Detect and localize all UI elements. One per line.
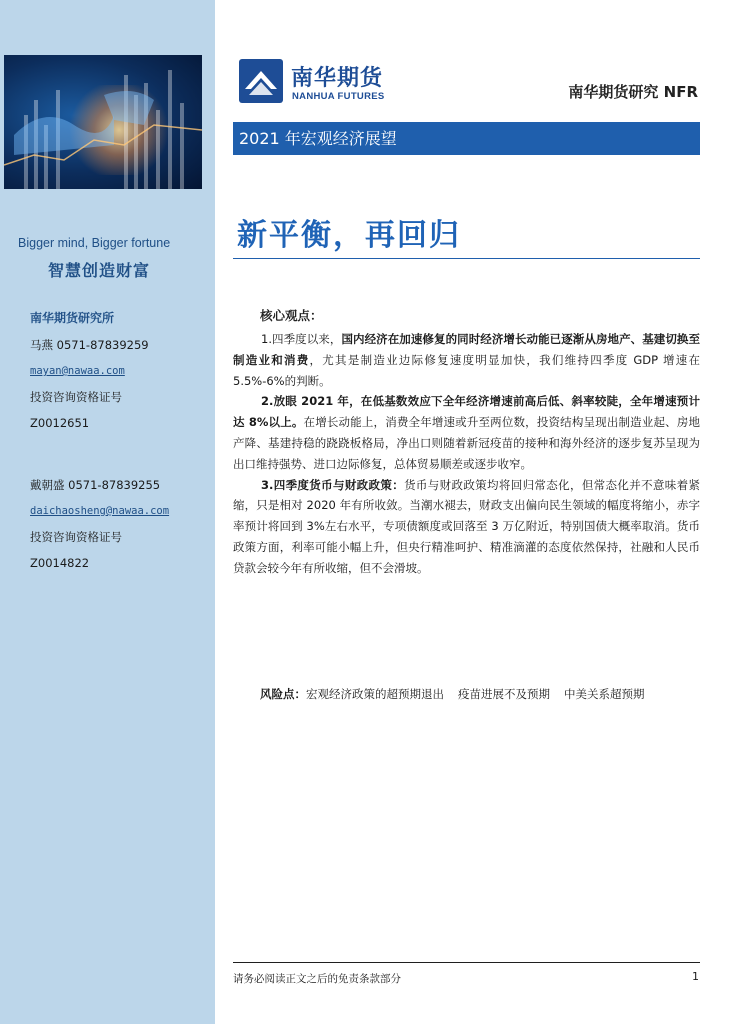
footer-disclaimer: 请务必阅读正文之后的免责条款部分 (233, 973, 401, 985)
slogan-chinese: 智慧创造财富 (48, 261, 151, 280)
point-3 (233, 475, 700, 579)
analyst-1-name-phone: 马燕 0571-87839259 (30, 338, 149, 352)
point-1 (233, 329, 700, 391)
footer-divider (233, 962, 700, 963)
risk-points (260, 686, 700, 702)
page-number: 1 (692, 970, 699, 983)
analyst-2-name-phone: 戴朝盛 0571-87839255 (30, 478, 161, 492)
point-2 (233, 391, 700, 474)
analyst-1-email-link[interactable]: mayan@nawaa.com (30, 365, 125, 377)
point-3-bold: 3.四季度货币与财政政策： (261, 477, 405, 492)
point-1-bold: 国内经济在加速修复的同时经济增长动能已逐渐从房地产、基建切换至制造业和消费 (233, 332, 700, 367)
point-3-text: 货币与财政政策均将回归常态化，但常态化并不意味着紧缩，只是相对 2020 年有所收敛。当潮水褪去，财政支出偏向民生领域的幅度将缩小，赤字率预计将回到 3%左右水平，专项债额度或回落至 3 万亿附近，特别国债大概率取消。货币政策方面，利率可能小幅上升，但央行精准呵护、精准滴灌的态度依然保持，社融和人民币贷款会较今年有所收缩，但不会滑坡。 (233, 477, 700, 575)
point-1-lead: 1.四季度以来， (261, 332, 342, 346)
risk-label: 风险点： (260, 687, 306, 701)
title-divider (233, 258, 700, 259)
research-label: 南华期货研究 NFR (568, 83, 698, 101)
section-heading: 核心观点： (260, 308, 323, 323)
report-series-bar: 2021 年宏观经济展望 (233, 122, 700, 155)
logo-icon (239, 59, 283, 103)
analyst-2-cert-number: Z0014822 (30, 556, 90, 570)
risk-item: 宏观经济政策的超预期退出 (306, 687, 444, 701)
risk-item: 中美关系超预期 (564, 687, 645, 701)
risk-item: 疫苗进展不及预期 (458, 687, 550, 701)
hero-image (4, 55, 202, 189)
logo-text-chinese: 南华期货 (291, 66, 384, 91)
page-title: 新平衡，再回归 (237, 218, 461, 253)
core-points (233, 329, 700, 579)
analyst-1-cert-label: 投资咨询资格证号 (30, 390, 122, 404)
institute-name: 南华期货研究所 (30, 311, 115, 325)
sidebar (0, 0, 215, 1024)
analyst-contacts (30, 309, 210, 580)
analyst-1-cert-number: Z0012651 (30, 416, 90, 430)
slogan-english: Bigger mind, Bigger fortune (18, 236, 171, 250)
analyst-2-cert-label: 投资咨询资格证号 (30, 530, 122, 544)
company-logo (239, 57, 409, 105)
point-1-text: ，尤其是制造业边际修复速度明显加快，我们维持四季度 GDP 增速在 5.5%-6%的判断。 (233, 352, 701, 388)
logo-text-english: NANHUA FUTURES (292, 91, 385, 102)
point-2-bold: 2.放眼 2021 年，在低基数效应下全年经济增速前高后低、斜率较陡，全年增速预计达 8%以上。 (233, 394, 700, 430)
analyst-2-email-link[interactable]: daichaosheng@nawaa.com (30, 505, 170, 517)
hero-graphic (4, 55, 202, 189)
point-2-text: 在增长动能上，消费全年增速或升至两位数，投资结构呈现出制造业起、房地产降、基建持稳的跷跷板格局，净出口则随着新冠疫苗的接种和海外经济的逐步复苏呈现为出口维持强势、进口边际修复，总体贸易顺差或逐步收窄。 (233, 415, 701, 471)
